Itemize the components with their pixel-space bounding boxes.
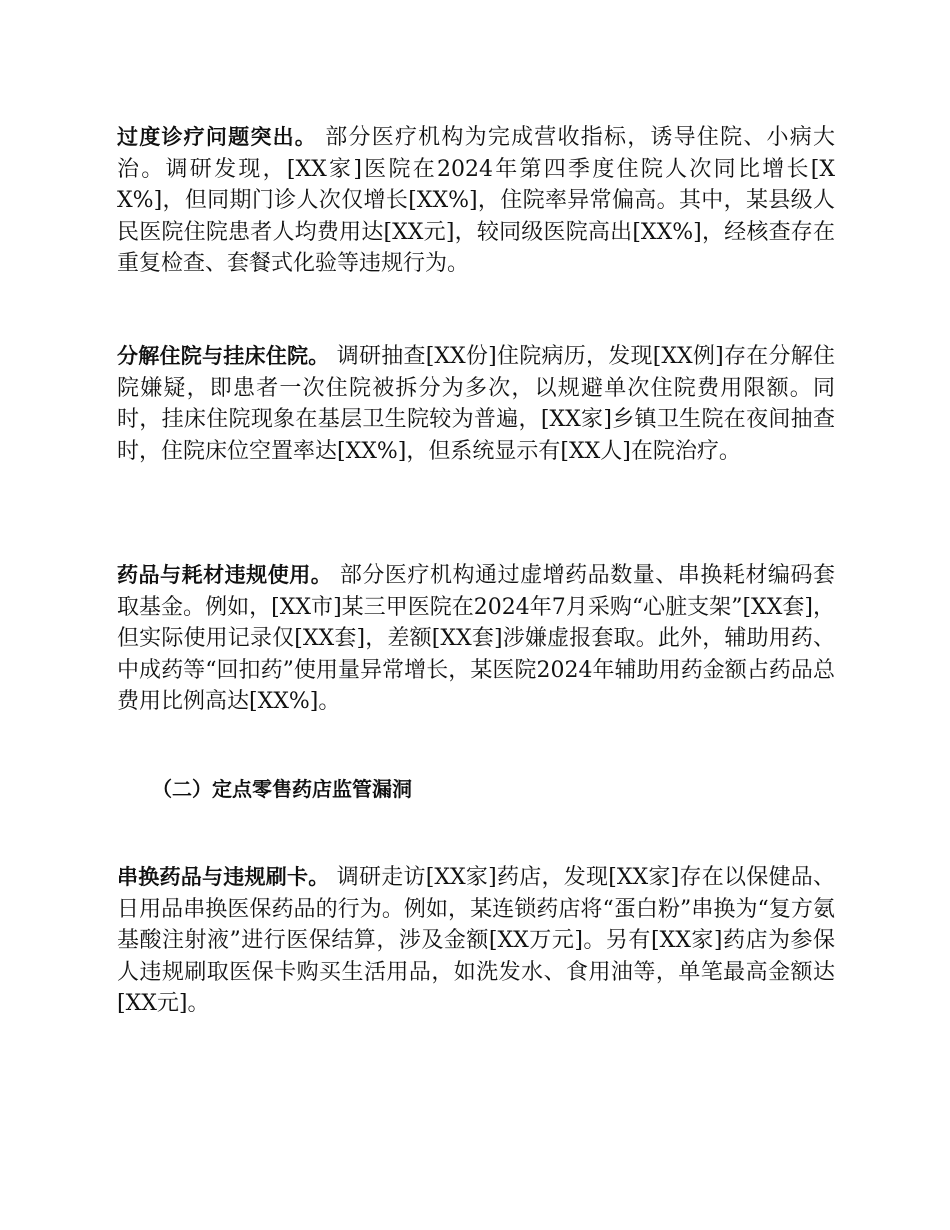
- paragraph-pharmacy-swap: [117, 862, 835, 1020]
- paragraph-body: 部分医疗机构通过虚增药品数量、串换耗材编码套取基金。例如，[XX市]某三甲医院在2024年7月采购“心脏支架”[XX套]，但实际使用记录仅[XX套]，差额[XX套]涉嫌虚报套取。此外，辅助用药、中成药等“回扣药”使用量异常增长，某医院2024年辅助用药金额占药品总费用比例高达[XX%]。: [117, 563, 835, 714]
- paragraph-lead: 分解住院与挂床住院。: [117, 344, 330, 368]
- paragraph-lead: 药品与耗材违规使用。: [117, 563, 333, 587]
- section-heading: （二）定点零售药店监管漏洞: [152, 777, 412, 801]
- paragraph-over-treatment: [117, 122, 835, 280]
- paragraph-body: 调研走访[XX家]药店，发现[XX家]存在以保健品、日用品串换医保药品的行为。例如，某连锁药店将“蛋白粉”串换为“复方氨基酸注射液”进行医保结算，涉及金额[XX万元]。另有[XX家]药店为参保人违规刷取医保卡购买生活用品，如洗发水、食用油等，单笔最高金额达[XX元]。: [117, 865, 836, 1016]
- paragraph-lead: 过度诊疗问题突出。: [117, 125, 318, 149]
- paragraph-body: 部分医疗机构为完成营收指标，诱导住院、小病大治。调研发现，[XX家]医院在2024年第四季度住院人次同比增长[XX%]，但同期门诊人次仅增长[XX%]，住院率异常偏高。其中，某县级人民医院住院患者人均费用达[XX元]，较同级医院高出[XX%]，经核查存在重复检查、套餐式化验等违规行为。: [117, 125, 836, 276]
- paragraph-split-hospitalization: [117, 341, 835, 467]
- paragraph-drug-consumables: [117, 560, 835, 718]
- paragraph-body: 调研抽查[XX份]住院病历，发现[XX例]存在分解住院嫌疑，即患者一次住院被拆分为多次，以规避单次住院费用限额。同时，挂床住院现象在基层卫生院较为普遍，[XX家]乡镇卫生院在夜间抽查时，住院床位空置率达[XX%]，但系统显示有[XX人]在院治疗。: [117, 344, 836, 464]
- paragraph-lead: 串换药品与违规刷卡。: [117, 865, 330, 889]
